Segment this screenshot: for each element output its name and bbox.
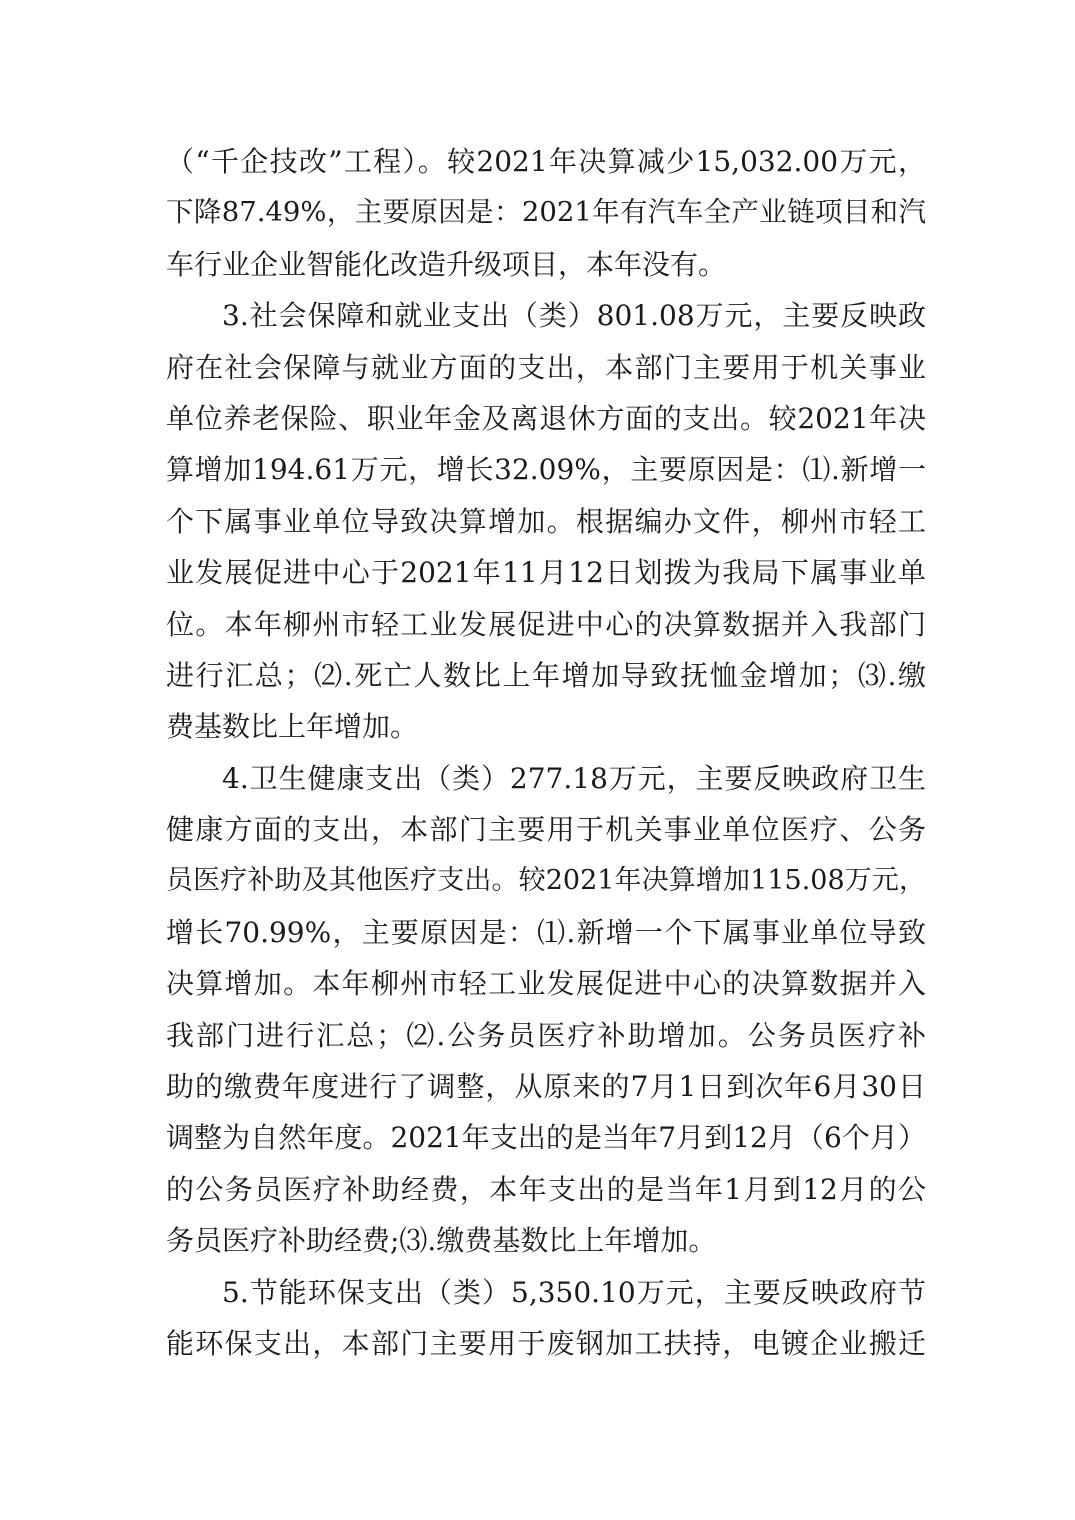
paragraph-start-line: 5.节能环保支出（类）5,350.10万元，主要反映政府节 — [222, 1275, 926, 1309]
text-line: 单位养老保险、职业年金及离退休方面的支出。较2021年决 — [166, 401, 926, 435]
text-line: 健康方面的支出，本部门主要用于机关事业单位医疗、公务 — [166, 813, 926, 847]
text-line: 助的缴费年度进行了调整，从原来的7月1日到次年6月30日 — [166, 1070, 926, 1104]
text-line: 业发展促进中心于2021年11月12日划拨为我局下属事业单 — [166, 556, 926, 590]
text-line: 府在社会保障与就业方面的支出，本部门主要用于机关事业 — [166, 350, 926, 384]
text-line: 我部门进行汇总；⑵.公务员医疗补助增加。公务员医疗补 — [166, 1018, 926, 1052]
text-line: 能环保支出，本部门主要用于废钢加工扶持，电镀企业搬迁 — [166, 1326, 926, 1360]
text-line: 算增加194.61万元，增长32.09%，主要原因是：⑴.新增一 — [166, 453, 926, 487]
text-line: 车行业企业智能化改造升级项目，本年没有。 — [166, 247, 727, 281]
text-line: 位。本年柳州市轻工业发展促进中心的决算数据并入我部门 — [166, 607, 926, 641]
text-line: 的公务员医疗补助经费，本年支出的是当年1月到12月的公 — [166, 1172, 926, 1206]
text-line: 增长70.99%，主要原因是：⑴.新增一个下属事业单位导致 — [166, 915, 926, 949]
text-line: 调整为自然年度。2021年支出的是当年7月到12月（6个月） — [166, 1121, 926, 1155]
text-line: 员医疗补助及其他医疗支出。较2021年决算增加115.08万元， — [166, 865, 926, 897]
text-line: 进行汇总；⑵.死亡人数比上年增加导致抚恤金增加；⑶.缴 — [166, 658, 926, 692]
text-line: 下降87.49%，主要原因是：2021年有汽车全产业链项目和汽 — [166, 196, 926, 229]
text-line: 个下属事业单位导致决算增加。根据编办文件，柳州市轻工 — [166, 504, 926, 538]
paragraph-start-line: 4.卫生健康支出（类）277.18万元，主要反映政府卫生 — [222, 761, 926, 795]
text-line: 务员医疗补助经费;⑶.缴费基数比上年增加。 — [166, 1224, 717, 1258]
body-text — [166, 136, 926, 1369]
text-line: 费基数比上年增加。 — [166, 710, 419, 744]
text-line: （“千企技改”工程）。较2021年决算减少15,032.00万元， — [166, 145, 926, 178]
paragraph-start-line: 3.社会保障和就业支出（类）801.08万元，主要反映政 — [222, 299, 926, 333]
text-line: 决算增加。本年柳州市轻工业发展促进中心的决算数据并入 — [166, 967, 926, 1001]
